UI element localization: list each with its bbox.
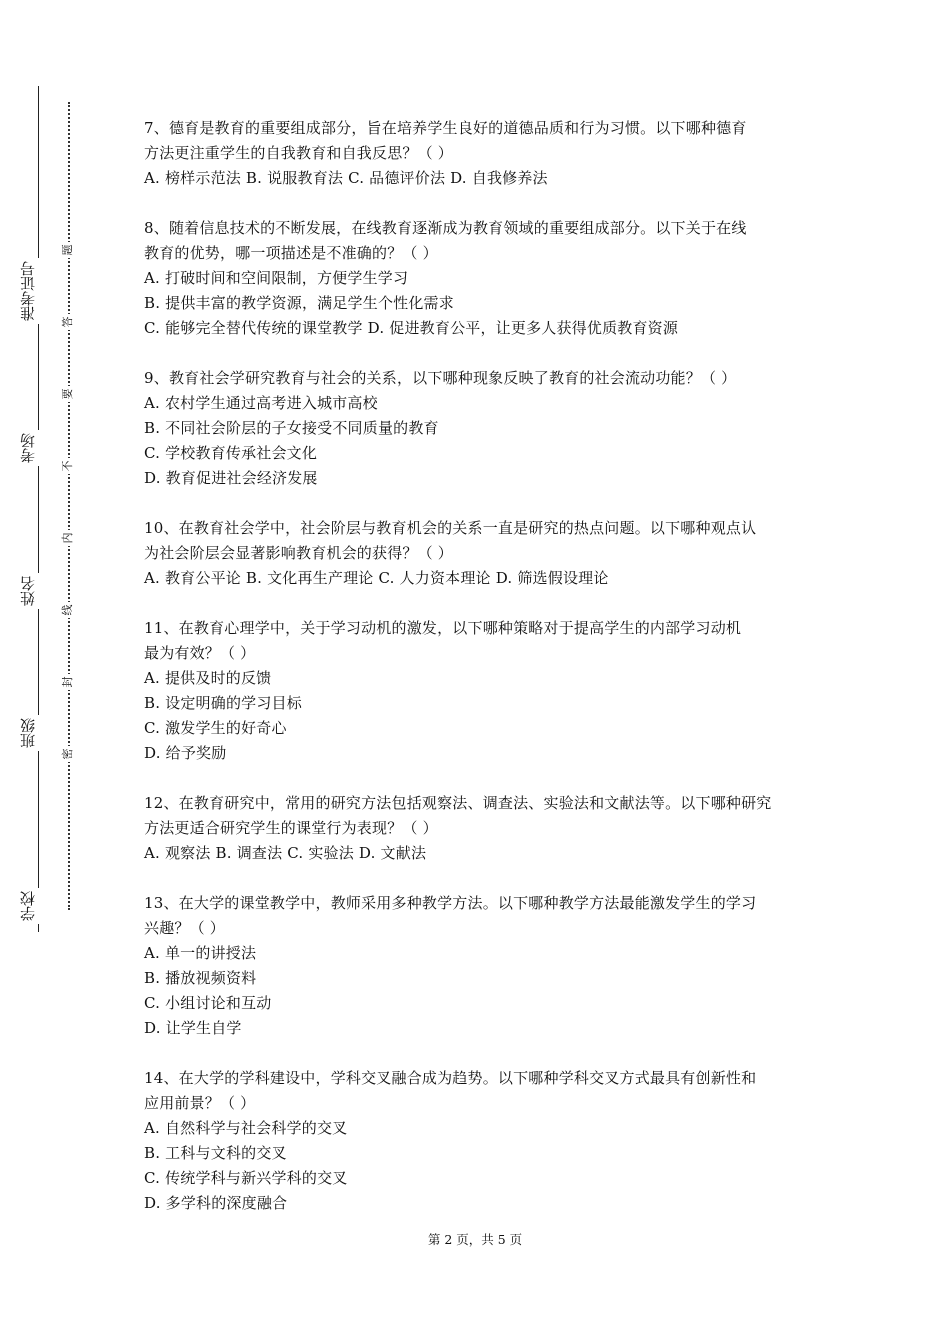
question-list <box>144 116 814 1241</box>
option-a: A. 自然科学与社会科学的交叉 <box>144 1119 348 1137</box>
question-13 <box>144 891 814 1041</box>
question-stem: 最为有效？（ ） <box>144 644 256 662</box>
question-14 <box>144 1066 814 1216</box>
option-a: A. 打破时间和空间限制，方便学生学习 <box>144 269 409 287</box>
option-c: C. 学校教育传承社会文化 <box>144 444 318 462</box>
question-stem: 为社会阶层会显著影响教育机会的获得？（ ） <box>144 544 453 562</box>
question-options: A. 观察法 B. 调查法 C. 实验法 D. 文献法 <box>144 844 427 862</box>
seal-char: 答 <box>60 314 76 330</box>
field-exam-id-label: 准考证号 <box>20 258 50 324</box>
question-8 <box>144 216 814 341</box>
question-stem: 11、在教育心理学中，关于学习动机的激发，以下哪种策略对于提高学生的内部学习动机 <box>144 619 742 637</box>
option-d: D. 给予奖励 <box>144 744 227 762</box>
question-stem: 兴趣？（ ） <box>144 919 225 937</box>
field-class-label: 班级 <box>20 715 50 751</box>
question-stem: 方法更适合研究学生的课堂行为表现？（ ） <box>144 819 438 837</box>
seal-char: 密 <box>60 746 76 762</box>
option-b: B. 工科与文科的交叉 <box>144 1144 287 1162</box>
field-name-label: 姓名 <box>20 573 50 609</box>
question-stem: 应用前景？（ ） <box>144 1094 256 1112</box>
seal-char: 要 <box>60 386 76 402</box>
page-footer: 第 2 页，共 5 页 <box>427 1232 523 1247</box>
question-stem: 10、在教育社会学中，社会阶层与教育机会的关系一直是研究的热点问题。以下哪种观点认 <box>144 519 757 537</box>
seal-char: 不 <box>60 458 76 474</box>
question-10 <box>144 516 814 591</box>
option-c: C. 小组讨论和互动 <box>144 994 272 1012</box>
seal-char: 封 <box>60 674 76 690</box>
option-d: D. 让学生自学 <box>144 1019 242 1037</box>
option-a: A. 农村学生通过高考进入城市高校 <box>144 394 378 412</box>
option-a: A. 单一的讲授法 <box>144 944 257 962</box>
seal-dotted-line <box>68 102 70 910</box>
question-options: A. 榜样示范法 B. 说服教育法 C. 品德评价法 D. 自我修养法 <box>144 169 548 187</box>
option-b: B. 播放视频资料 <box>144 969 257 987</box>
option-b: B. 设定明确的学习目标 <box>144 694 302 712</box>
question-options: A. 教育公平论 B. 文化再生产理论 C. 人力资本理论 D. 筛选假设理论 <box>144 569 609 587</box>
question-stem: 7、德育是教育的重要组成部分，旨在培养学生良好的道德品质和行为习惯。以下哪种德育 <box>144 119 747 137</box>
option-b: B. 不同社会阶层的子女接受不同质量的教育 <box>144 419 439 437</box>
question-stem: 12、在教育研究中，常用的研究方法包括观察法、调查法、实验法和文献法等。以下哪种研究 <box>144 794 772 812</box>
option-a: A. 提供及时的反馈 <box>144 669 272 687</box>
option-c-d: C. 能够完全替代传统的课堂教学 D. 促进教育公平，让更多人获得优质教育资源 <box>144 319 679 337</box>
option-b: B. 提供丰富的教学资源，满足学生个性化需求 <box>144 294 454 312</box>
option-d: D. 教育促进社会经济发展 <box>144 469 318 487</box>
question-stem: 方法更注重学生的自我教育和自我反思？（ ） <box>144 144 453 162</box>
option-c: C. 激发学生的好奇心 <box>144 719 287 737</box>
question-stem: 14、在大学的学科建设中，学科交叉融合成为趋势。以下哪种学科交叉方式最具有创新性和 <box>144 1069 757 1087</box>
field-exam-room-label: 考场 <box>20 430 50 466</box>
question-stem: 教育的优势，哪一项描述是不准确的？（ ） <box>144 244 438 262</box>
question-7 <box>144 116 814 191</box>
binding-line <box>38 86 39 932</box>
option-c: C. 传统学科与新兴学科的交叉 <box>144 1169 348 1187</box>
question-12 <box>144 791 814 866</box>
question-11 <box>144 616 814 766</box>
seal-char: 题 <box>60 242 76 258</box>
question-stem: 8、随着信息技术的不断发展，在线教育逐渐成为教育领域的重要组成部分。以下关于在线 <box>144 219 747 237</box>
seal-char: 内 <box>60 530 76 546</box>
question-stem: 13、在大学的课堂教学中，教师采用多种教学方法。以下哪种教学方法最能激发学生的学习 <box>144 894 757 912</box>
question-9 <box>144 366 814 491</box>
option-d: D. 多学科的深度融合 <box>144 1194 288 1212</box>
question-stem: 9、教育社会学研究教育与社会的关系，以下哪种现象反映了教育的社会流动功能？（ ） <box>144 369 737 387</box>
seal-char: 线 <box>60 602 76 618</box>
field-school-label: 学校 <box>20 888 50 924</box>
